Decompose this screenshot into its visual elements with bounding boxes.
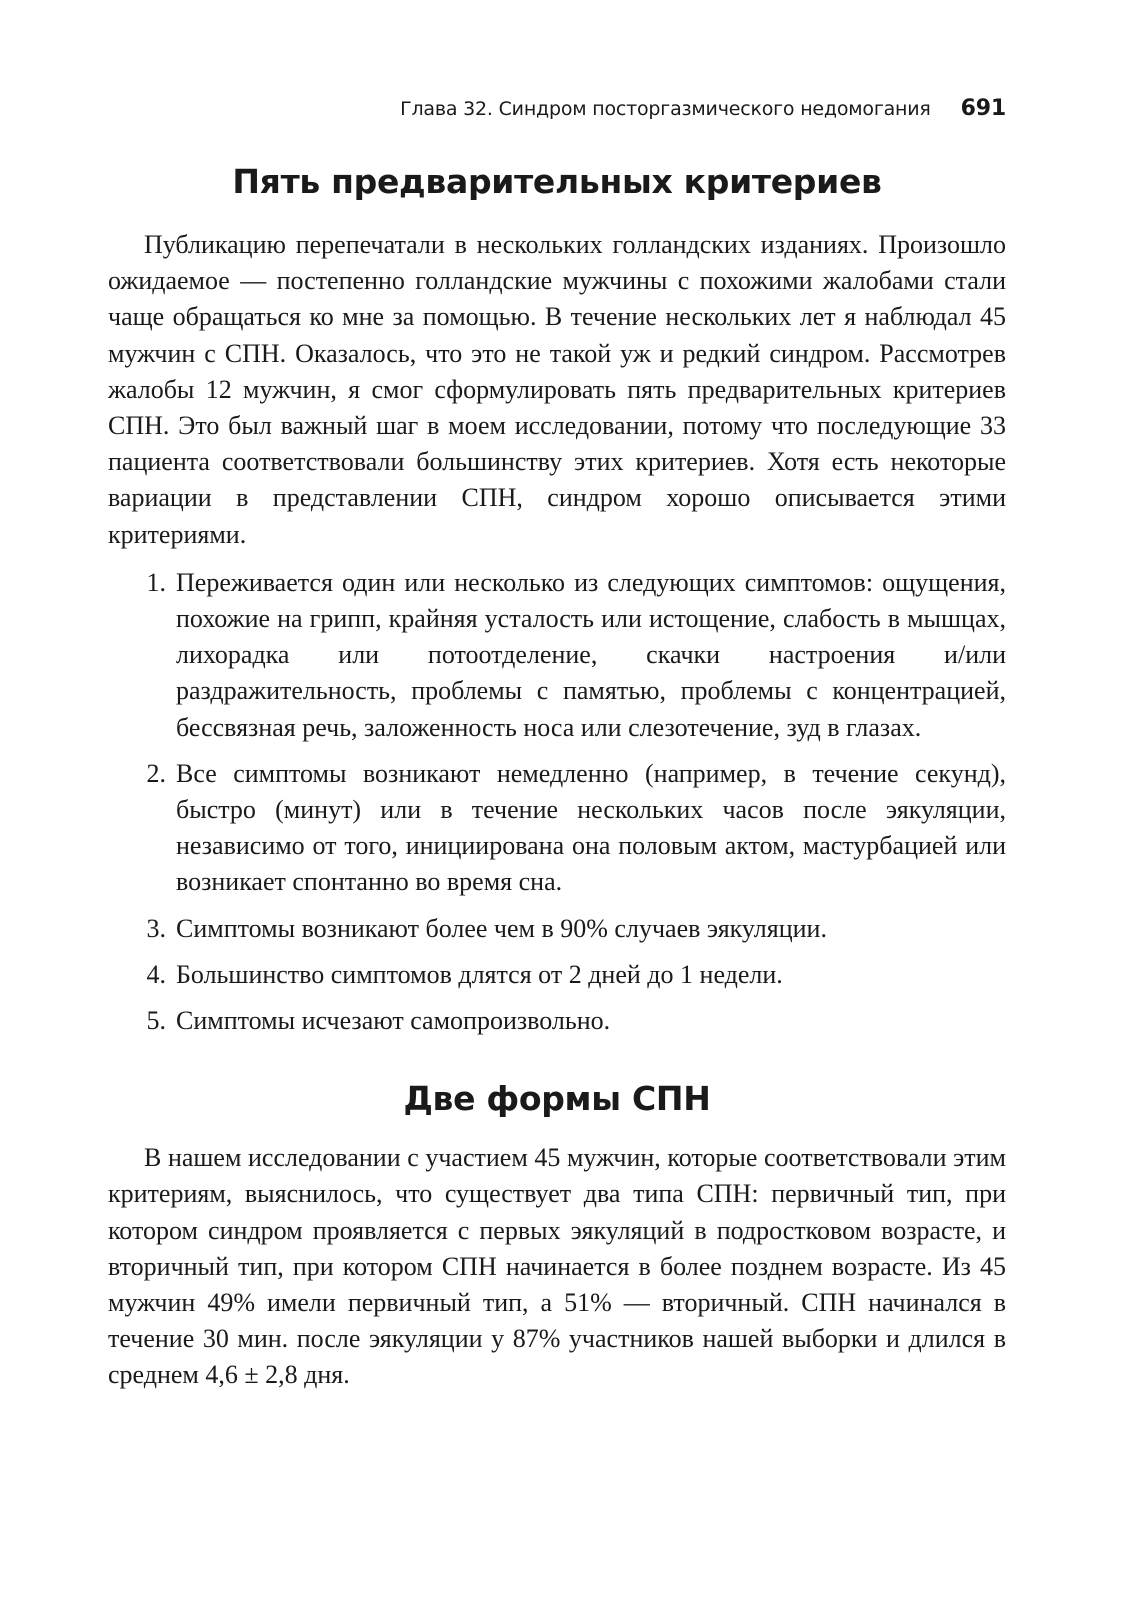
list-item-number: 1. — [146, 567, 166, 597]
criteria-list — [108, 565, 1006, 1039]
book-page — [108, 96, 1006, 1394]
list-item — [108, 756, 1006, 901]
list-item-text: Переживается один или несколько из следующих симптомов: ощущения, похожие на грипп, крайняя усталость или истощение, слабость в мышцах, лихорадка или потоотделение, скачки настроения и/или раздражительность, проблемы с памятью, проблемы с концентрацией, бессвязная речь, заложенность носа или слезотечение, зуд в глазах. — [176, 567, 1006, 742]
chapter-title: Глава 32. Синдром посторгазмического недомогания — [400, 98, 931, 120]
list-item — [108, 565, 1006, 746]
list-item-number: 3. — [146, 913, 166, 943]
list-item — [108, 911, 1006, 947]
list-item-text: Симптомы исчезают самопроизвольно. — [176, 1006, 611, 1036]
list-item-text: Большинство симптомов длятся от 2 дней до 1 недели. — [176, 959, 783, 989]
list-item — [108, 957, 1006, 993]
section-heading-forms: Две формы СПН — [403, 1079, 711, 1119]
section-heading-criteria: Пять предварительных критериев — [232, 162, 882, 201]
intro-paragraph: Публикацию перепечатали в нескольких голландских изданиях. Произошло ожидаемое — постепенно голландские мужчины с похожими жалобами стали чаще обращаться ко мне за помощью. В течение нескольких лет я наблюдал 45 мужчин с СПН. Оказалось, что это не такой уж и редкий синдром. Рассмотрев жалобы 12 мужчин, я смог сформулировать пять предварительных критериев СПН. Это был важный шаг в моем исследовании, потому что последующие 33 пациента соответствовали большинству этих критериев. Хотя есть некоторые вариации в представлении СПН, синдром хорошо описывается этими критериями. — [108, 230, 1006, 549]
running-header — [108, 96, 1006, 136]
list-item-number: 4. — [146, 959, 166, 989]
list-item — [108, 1003, 1006, 1039]
forms-paragraph: В нашем исследовании с участием 45 мужчин, которые соответствовали этим критериям, выяснилось, что существует два типа СПН: первичный тип, при котором синдром проявляется с первых эякуляций в подростковом возрасте, и вторичный тип, при котором СПН начинается в более позднем возрасте. Из 45 мужчин 49% имели первичный тип, а 51% — вторичный. СПН начинался в течение 30 мин. после эякуляции у 87% участников нашей выборки и длился в среднем 4,6 ± 2,8 дня. — [108, 1143, 1006, 1390]
list-item-number: 2. — [146, 758, 166, 788]
page-number: 691 — [960, 96, 1006, 121]
list-item-number: 5. — [146, 1006, 166, 1036]
list-item-text: Симптомы возникают более чем в 90% случаев эякуляции. — [176, 913, 827, 943]
list-item-text: Все симптомы возникают немедленно (например, в течение секунд), быстро (минут) или в течение нескольких часов после эякуляции, независимо от того, инициирована она половым актом, мастурбацией или возникает спонтанно во время сна. — [176, 758, 1006, 897]
